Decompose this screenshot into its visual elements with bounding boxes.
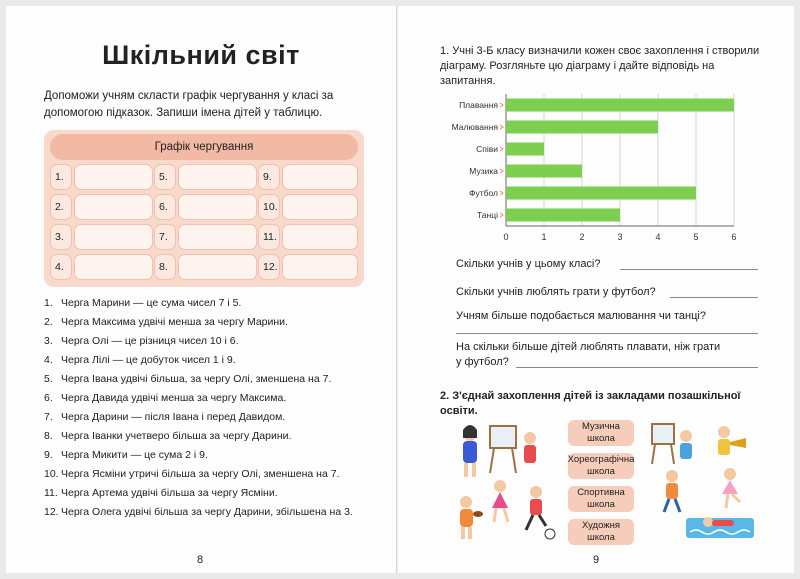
slot-input[interactable] — [282, 164, 358, 190]
question: у футбол? — [456, 356, 509, 368]
hint-number: 1. — [44, 297, 53, 309]
hint-text: Черга Олі — це різниця чисел 10 і 6. — [61, 335, 239, 347]
hint-number: 6. — [44, 392, 53, 404]
hint-item — [44, 411, 374, 424]
bar — [506, 99, 734, 112]
hint-item — [44, 430, 374, 443]
category-label: Музика — [469, 166, 498, 176]
page-left — [6, 6, 396, 573]
duty-schedule — [44, 130, 364, 287]
answer-line[interactable] — [456, 333, 758, 334]
hint-text: Черга Лілі — це добуток чисел 1 і 9. — [61, 354, 236, 366]
page-number: 8 — [197, 554, 204, 566]
task-1-text: 1. Учні 3-Б класу визначили кожен своє захоплення і створили діаграму. Розгляньте цю діаграму і дайте відповідь на запитання. — [440, 45, 760, 87]
slot-number: 4. — [50, 254, 72, 280]
hint-item — [44, 297, 374, 310]
answer-line[interactable] — [620, 269, 758, 270]
hint-item — [44, 335, 374, 348]
hint-item — [44, 373, 374, 386]
bar — [506, 187, 696, 200]
hint-text: Черга Давида удвічі менша за чергу Максима. — [61, 392, 287, 404]
question: Скільки учнів у цьому класі? — [456, 258, 601, 270]
violin-girl-icon — [460, 496, 483, 539]
slot-input[interactable] — [74, 164, 153, 190]
hint-item — [44, 316, 374, 329]
hint-item — [44, 506, 374, 519]
x-tick-label: 6 — [731, 232, 737, 242]
category-arrow-icon — [500, 103, 503, 107]
hint-item — [44, 449, 374, 462]
category-label: Танці — [477, 210, 498, 220]
category-arrow-icon — [500, 169, 503, 173]
slot-input[interactable] — [74, 194, 153, 220]
hint-number: 12. — [44, 506, 59, 518]
task-2-text: 2. З'єднай захоплення дітей із закладами позашкільної освіти. — [440, 390, 741, 417]
slot-input[interactable] — [178, 224, 257, 250]
slot-number: 9. — [258, 164, 280, 190]
schedule-title: Графік чергування — [50, 134, 358, 160]
bar — [506, 143, 544, 156]
bar — [506, 209, 620, 222]
hint-number: 10. — [44, 468, 59, 480]
hint-text: Черга Іванки учетверо більша за чергу Дарини. — [61, 430, 292, 442]
hint-number: 5. — [44, 373, 53, 385]
slot-number: 2. — [50, 194, 72, 220]
choreography-school-label: Хореографічна школа — [567, 454, 635, 477]
slot-input[interactable] — [74, 254, 153, 280]
question: Скільки учнів люблять грати у футбол? — [456, 286, 656, 298]
dancing-girl-icon — [492, 480, 508, 522]
category-arrow-icon — [500, 125, 503, 129]
slot-number: 3. — [50, 224, 72, 250]
hint-item — [44, 392, 374, 405]
children-hobbies-illustration-right — [646, 418, 758, 543]
bar — [506, 121, 658, 134]
hint-text: Черга Максима удвічі менша за чергу Марини. — [61, 316, 288, 328]
hint-number: 7. — [44, 411, 53, 423]
category-label: Плавання — [459, 100, 498, 110]
slot-input[interactable] — [178, 164, 257, 190]
page-title: Шкільний світ — [102, 40, 300, 70]
slot-number: 1. — [50, 164, 72, 190]
x-tick-label: 3 — [617, 232, 623, 242]
hint-number: 2. — [44, 316, 53, 328]
slot-number: 10. — [258, 194, 280, 220]
slot-input[interactable] — [282, 254, 358, 280]
hint-number: 9. — [44, 449, 53, 461]
page-number: 9 — [593, 554, 600, 566]
hint-list — [44, 297, 374, 525]
hint-number: 4. — [44, 354, 53, 366]
category-arrow-icon — [500, 191, 503, 195]
category-label: Співи — [476, 144, 498, 154]
hobby-bar-chart — [434, 90, 754, 250]
swimmer-icon — [686, 517, 754, 538]
slot-input[interactable] — [282, 224, 358, 250]
slot-input[interactable] — [282, 194, 358, 220]
category-label: Малювання — [451, 122, 498, 132]
hint-number: 11. — [44, 487, 58, 499]
singing-girl-icon — [463, 425, 477, 477]
answer-line[interactable] — [516, 367, 758, 368]
painting-easel-icon — [490, 426, 536, 473]
category-label: Футбол — [469, 188, 498, 198]
football-boy-icon — [526, 486, 555, 539]
music-school-label: Музична школа — [568, 420, 634, 446]
hint-text: Черга Ясміни утричі більша за чергу Олі, зменшена на 7. — [61, 468, 340, 480]
bar — [506, 165, 582, 178]
x-tick-label: 1 — [541, 232, 547, 242]
hint-number: 3. — [44, 335, 53, 347]
slot-input[interactable] — [178, 254, 257, 280]
page-right — [398, 6, 794, 573]
hint-number: 8. — [44, 430, 53, 442]
answer-line[interactable] — [670, 297, 758, 298]
hint-item — [44, 468, 374, 481]
hint-item — [44, 354, 374, 367]
hint-text: Черга Микити — це сума 2 і 9. — [61, 449, 208, 461]
running-boy-icon — [664, 470, 680, 512]
children-hobbies-illustration-left — [450, 418, 560, 543]
intro-text: Допоможи учням скласти графік чергування у класі за допомогою підказок. Запиши імена дітей у таблицю. — [44, 90, 334, 119]
x-tick-label: 4 — [655, 232, 661, 242]
x-tick-label: 0 — [503, 232, 509, 242]
ballerina-icon — [722, 468, 740, 508]
question: Учням більше подобається малювання чи танці? — [456, 310, 706, 322]
slot-number: 7. — [154, 224, 176, 250]
hint-text: Черга Артема удвічі більша за чергу Ясміни. — [61, 487, 278, 499]
slot-number: 8. — [154, 254, 176, 280]
hint-item — [44, 487, 374, 500]
category-arrow-icon — [500, 147, 503, 151]
easel-icon — [652, 424, 692, 464]
slot-input[interactable] — [74, 224, 153, 250]
category-arrow-icon — [500, 213, 503, 217]
trumpet-boy-icon — [718, 426, 746, 455]
question: На скільки більше дітей люблять плавати, ніж грати — [456, 341, 721, 353]
sports-school-label: Спортивна школа — [568, 486, 634, 512]
hint-text: Черга Дарини — після Івана і перед Давидом. — [61, 411, 286, 423]
slot-number: 11. — [258, 224, 280, 250]
slot-number: 6. — [154, 194, 176, 220]
hint-text: Черга Марини — це сума чисел 7 і 5. — [61, 297, 242, 309]
art-school-label: Художня школа — [568, 519, 634, 545]
slot-number: 12. — [258, 254, 280, 280]
hint-text: Черга Олега удвічі більша за чергу Дарини, збільшена на 3. — [61, 506, 353, 518]
slot-input[interactable] — [178, 194, 257, 220]
x-tick-label: 2 — [579, 232, 585, 242]
slot-number: 5. — [154, 164, 176, 190]
hint-text: Черга Івана удвічі більша, за чергу Олі, зменшена на 7. — [61, 373, 332, 385]
x-tick-label: 5 — [693, 232, 699, 242]
